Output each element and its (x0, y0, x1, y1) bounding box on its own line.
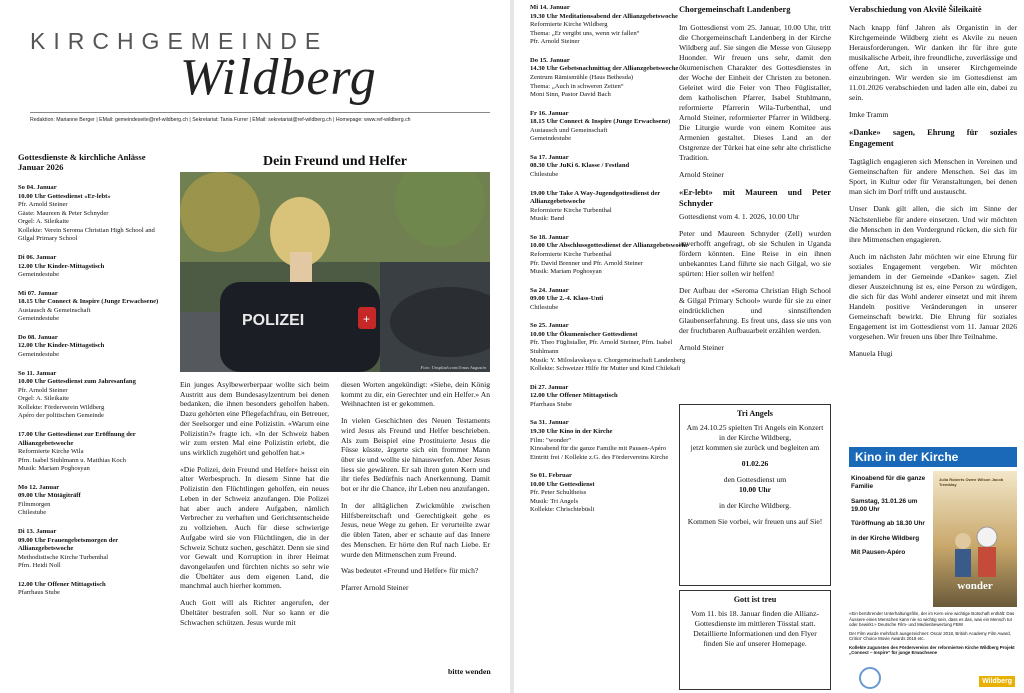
event-item: So 11. Januar 10.00 Uhr Gottesdienst zum Jahresanfang Pfr. Arnold Steiner Orgel: A. Sileikaite Kollekte: Förderverein Wildberg Apéro der politischen Gemeinde (18, 369, 136, 420)
article-col-1: Ein junges Asylbewerberpaar wollte sich beim Austritt aus dem Bundesasylzentrum bei denen bedanken, die ihnen besonders geholfen haben. Dazu gehörten eine Pflegefachfrau, ein Betreuer, der Seelsorger und eine Polizistin. «Warum eine Polizistin?» fragte ich. «In der Schweiz haben wir zum ersten Mal eine Polizistin erlebt, die uns wirklich zugehört und geholfen hat.» «Die Polizei, dein Freund und Helfer» heisst ein alter Werbespruch. In diesem Sinne hat die Polizistin den Flüchtlingen geholfen, ein neues Leben in der Schweiz anzufangen. Die Polizei hat aber auch andere Aufgaben, nämlich Verbrecher zu verhaften und Gerichtsentscheide zu vollziehen. Auch für diese schwierige Aufgabe wird sie von Flüchtlingen, die in der Schweiz Schutz suchen, geschätzt. Denn sie sind vor Gewalt und Korruption in ihrer Heimat davongelaufen und fürchten nichts so sehr wie die Übeltäter aus dem eigenen Land, die manchmal auch hierher kommen. Auch Gott will als Richter angerufen, der Übeltäter bestrafen soll. Nur so kann er die Schwachen schützen. Jesus wurde mit (180, 380, 329, 627)
kino-flyer (849, 447, 1017, 691)
event-item: 12.00 Uhr Offener Mittagstisch Pfarrhaus Stube (18, 580, 106, 597)
event-item: Sa 31. Januar 19.30 Uhr Kino in der Kirche Film: "wonder" Kinoabend für die ganze Familie mit Pausen-Apéro Eintritt frei / Kollekte z.G. des Fördervereins Kirche (530, 419, 669, 461)
svg-text:+: + (363, 312, 371, 326)
kino-notes: «Ein berührender Unterhaltungsfilm, der im Kern eine wichtige Botschaft enthält: Das Äussere eines Menschen kann nie so wichtig sein, dass es das, was ein Mensch tut oder bewirkt.» Deutsche Film- und Medienbewertung FBW Der Film wurde mehrfach ausgezeichnet: Oscar 2018, British Academy Film Award, Critics' Choice Movie Awards 2018 etc. Kollekte zugunsten des Fördervereins der reformierten Kirche Wildberg Projekt „Connect – Inspire“ für junge Erwachsene (849, 611, 1015, 655)
event-item: Mi 07. Januar 18.15 Uhr Connect & Inspire (Junge Erwachsene) Austausch & Gemeinschaft Gemeindestube (18, 289, 159, 323)
event-item: Mi 14. Januar 19.30 Uhr Meditationsabend der Allianzgebetswoche Reformierte Kirche Wildberg Thema: „Er vergibt uns, wenn wir fallen“ Pfr. Arnold Steiner (530, 4, 678, 46)
masthead-contact: Redaktion: Marianne Berger | EMail: gemeindeseite@ref-wildberg.ch | Sekretariat: Tania Furrer | EMail: sekretariat@ref-wildberg.ch | Homepage: www.ref-wildberg.ch (30, 117, 411, 123)
masthead-divider (30, 112, 490, 113)
masthead-wildberg: Wildberg (180, 49, 377, 106)
danke-title: «Danke» sagen, Ehrung für soziales Engagement (849, 128, 1017, 149)
tri-angels-title: Tri Angels (736, 409, 773, 418)
chor-column: Chorgemeinschaft Landenberg Im Gottesdienst vom 25. Januar, 10.00 Uhr, tritt die Chorgemeinschaft Landenberg in der Kirche Wildberg auf. Sie singen die Messe von Giusepp Huonder. Wir freuen uns sehr, damit den ökumenischen Charakter des Gottesdienstes in der Woche der Einheit der Christen zu betonen. Geleitet wird die Feier von Theo Füglistaller, dem katholischen Pfarrer, Isabel Stuhlmann, reformierte Pfarrerin Wila-Turbenthal, und Arnold Steiner, reformierter Pfarrer in Wildberg. Die Liturgie wurde von einem Komitee aus Armenien gestaltet. Dieses Land an der Ostgrenze der Türkei hat eine sehr alte christliche Tradition. Arnold Steiner «Er-lebt» mit Maureen und Peter Schnyder Gottesdienst vom 4. 1. 2026, 10.00 Uhr Peter und Maureen Schnyder (Zell) wurden unverhofft angefragt, ob sie Schulen in Uganda fördern könnten. Eine Reise in ein ihnen unbekanntes Land führte sie nach Gilgal, wo sie spürten: Hier sollen wir helfen! Der Aufbau der «Seroma Christian High School & Gilgal Primary School» wurde für sie zu einer eindrücklichen und sinnstiftenden Glaubenserfahrung. Es freut uns, dass sie uns von der fruchtbaren Aufbauarbeit erzählen werden. Arnold Steiner (679, 5, 831, 352)
event-item: 17.00 Uhr Gottesdienst zur Eröffnung der Allianzgebetswoche Reformierte Kirche Wila Pfrn. Isabel Stuhlmann u. Matthias Koch Musik: Mariam Poghosyan (18, 430, 136, 473)
event-item: Do 08. Januar 12.00 Uhr Kinder-Mittagstisch Gemeindestube (18, 333, 105, 358)
left-page (0, 0, 510, 693)
farewell-column: Verabschiedung von Akvilė Šileikaitė Nach knapp fünf Jahren als Organistin in der Kirchgemeinde Wildberg zieht es Akvile zu neuen Herausforderungen. Wir danken ihr für ihre gute musikalische Arbeit, ihre freundliche, zuverlässige und offene Art, sich in unserer Kirchgemeinde einzubringen. Wir werden sie im Gottesdienst am 11.01.2026 verabschieden und laden alle ein, dabei zu sein. Imke Tramm «Danke» sagen, Ehrung für soziales Engagement Tagtäglich engagieren sich Menschen in Vereinen und Gemeinschaften für andere Menschen. Sei das im Sport, in Kultur oder für Veranstaltungen, bei denen man sich im Dorf trifft und austauscht. Unser Dank gilt allen, die sich im Sinne der Nächstenliebe für andere einsetzen. Und wir möchten die Menschen in den Vordergrund rücken, die sich für ihre Mitmenschen engagieren. Auch im nächsten Jahr möchten wir eine Ehrung für soziales Engagement vergeben. Wir möchten jemandem in der Gemeinde «Danke» sagen. Ziel dieser Auszeichnung ist es, eine Person zu würdigen, die sich für das Wohl anderer einsetzt und mit ihrem Handeln positive Veränderungen in unserer Gemeinschaft bewirkt. Die Ehrung für soziales Engagement ist im Gottesdienst vom 11. Januar 2026 vorgesehen. Wir freuen uns über Ihre Teilnahme. Manuela Hugi (849, 5, 1017, 358)
farewell-title: Verabschiedung von Akvilė Šileikaitė (849, 5, 982, 14)
kino-title: Kino in der Kirche (849, 447, 1017, 467)
event-item: 19.00 Uhr Take A Way-Jugendgottesdienst der Allianzgebetswoche Reformierte Kirche Turbenthal Musik: Band (530, 189, 661, 223)
police-officer-image (180, 172, 490, 372)
events-list-left (18, 184, 166, 608)
poster-title: wonder (957, 579, 993, 592)
article-col-2: diesen Worten angekündigt: «Siehe, dein König kommt zu dir, ein Gerechter und ein Helfer.» An Weihnachten ist er gekommen. In vielen Geschichten des Neuen Testaments wird Jesus als Freund und Helfer beschrieben. Als zum Beispiel eine Prostituierte Jesus die Füsse küsste, ärgerte sich ein frommer Mann über sie und wollte sie hinauswerfen. Aber Jesus liess sie gewähren. Er sah ihren guten Kern und ihr tiefes Bedürfnis nach Anerkennung. Damit bot er ihr die Chance, ihr Leben neu anzufangen. In der alltäglichen Zwickmühle zwischen Hilfsbereitschaft und Gerechtigkeit gehe es Jesus, neue Wege zu gehen. Er verurteilte zwar die üblen Taten, aber er schaute auf das Innere des Menschen. Er hörte den Ruf nach Liebe. Er wurde den Mitmenschen zum Freund. Was bedeutet «Freund und Helfer» für mich? Pfarrer Arnold Steiner (341, 380, 490, 592)
church-logo-icon (859, 667, 881, 689)
event-item: Fr 16. Januar 18.15 Uhr Connect & Inspire (Junge Erwachsene) Austausch und Gemeinschaft Gemeindestube (530, 109, 671, 143)
event-item: Sa 24. Januar 09.00 Uhr 2.-4. Klass-Unti Chilestube (530, 286, 604, 311)
right-page (514, 0, 1024, 693)
wildberg-logo: Wildberg (979, 676, 1015, 687)
event-item: So 25. Januar 10.00 Uhr Ökumenischer Gottesdienst Pfr. Theo Füglistaller, Pfr. Arnold Steiner, Pfrn. Isabel Stuhlmann Musik: Y. Miloslavskaya u. Chorgemeinschaft Landenberg Kollekte: Schweizer Hilfe für Mutter und Kind Chilekafi (530, 322, 686, 373)
event-item: Di 13. Januar 09.00 Uhr Frauengebetsmorgen der Allianzgebetswoche Methodistische Kirche Turbenthal Pfrn. Heidi Noll (18, 528, 119, 570)
services-title: Gottesdienste & kirchliche Anlässe Januar 2026 (18, 152, 146, 173)
events-list-right (530, 4, 690, 525)
event-item: Mo 12. Januar 09.00 Uhr Mütägiträff Filmmorgen Chilestube (18, 483, 81, 517)
police-photo (180, 172, 490, 372)
erlebt-title: «Er-lebt» mit Maureen und Peter Schnyder (679, 188, 831, 209)
gott-ist-treu-title: Gott ist treu (733, 595, 777, 604)
bitte-wenden: bitte wenden (448, 667, 491, 676)
erlebt-subtitle: Gottesdienst vom 4. 1. 2026, 10.00 Uhr (679, 211, 800, 221)
tri-angels-box: Tri Angels Am 24.10.25 spielten Tri Angels ein Konzert in der Kirche Wildberg, jetzt kommen sie zurück und begleiten am 01.02.26 den Gottesdienst um 10.00 Uhr in der Kirche Wildberg. Kommen Sie vorbei, wir freuen uns auf Sie! (679, 404, 831, 586)
event-item: Di 06. Januar 12.00 Uhr Kinder-Mittagstisch Gemeindestube (18, 253, 105, 279)
photo-credit: Foto: Unsplash.com/Jonas Augustin (420, 365, 486, 370)
masthead-kirchgemeinde: KIRCHGEMEINDE (30, 28, 329, 54)
event-item: Do 15. Januar 14.30 Uhr Gebetsnachmittag der Allianzgebetswoche Zentrum Rämismühle (Haus Bethesda) Thema: „Auch in schweren Zeiten“ Moni Sinn, Pastor David Bach (530, 56, 679, 99)
police-label: POLIZEI (242, 312, 305, 329)
kino-details: Kinoabend für die ganze Familie Samstag, 31.01.26 um 19.00 Uhr Türöffnung ab 18.30 Uhr in der Kirche Wildberg Mit Pausen-Apéro (851, 475, 926, 556)
event-item: Di 27. Januar 12.00 Uhr Offener Mittagstisch Pfarrhaus Stube (530, 383, 618, 408)
event-item: Sa 17. Januar 08.30 Uhr JuKi 6. Klasse / Festland Chilestube (530, 153, 630, 178)
wonder-movie-poster: Julia Roberts Owen Wilson Jacob Tremblay wonder (933, 471, 1017, 607)
event-item: So 18. Januar 10.00 Uhr Abschlussgottesdienst der Allianzgebetswoche Reformierte Kirche Turbenthal Pfr. David Brenner und Pfr. Arnold Steiner Musik: Mariam Poghosyan (530, 233, 689, 276)
gott-ist-treu-box: Gott ist treu Vom 11. bis 18. Januar finden die Allianz-Gottesdienste im mittleren Tösstal statt. Detaillierte Informationen und den Flyer finden Sie auf unserer Homepage. (679, 590, 831, 690)
event-item: So 04. Januar 10.00 Uhr Gottesdienst «Er-lebt» Pfr. Arnold Steiner Gäste: Maureen & Peter Schnyder Orgel: A. Sileikaite Kollekte: Verein Seroma Christian High School and Gilgal Primary School (18, 184, 155, 243)
article-title: Dein Freund und Helfer (262, 154, 408, 169)
event-item: So 01. Februar 10.00 Uhr Gottesdienst Pfr. Peter Schultheiss Musik: Tri Angels Kollekte: Chrischtebüsli (530, 472, 595, 514)
article-body (180, 380, 490, 634)
chor-title: Chorgemeinschaft Landenberg (679, 5, 791, 14)
